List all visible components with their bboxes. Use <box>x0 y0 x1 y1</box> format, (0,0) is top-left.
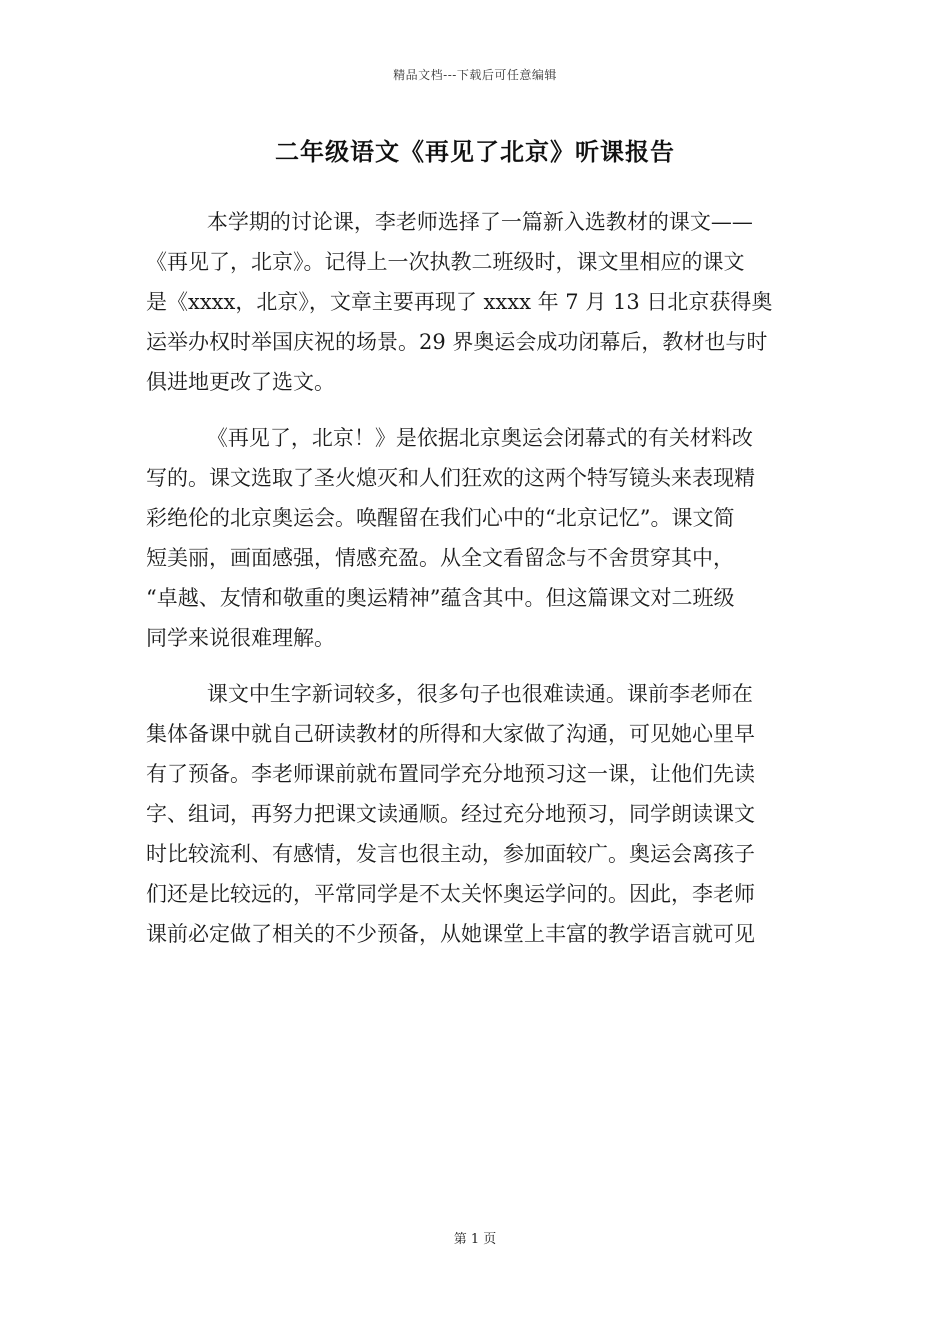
paragraph-line: 《再见了，北京》。记得上一次执教二班级时，课文里相应的课文 <box>146 250 745 274</box>
paragraph-line: 是《xxxx，北京》，文章主要再现了 xxxx 年 7 月 13 日北京获得奥 <box>146 290 773 314</box>
paragraph-line: 集体备课中就自己研读教材的所得和大家做了沟通，可见她心里早 <box>146 722 755 746</box>
paragraph-line: 俱进地更改了选文。 <box>146 370 335 394</box>
paragraph-line: 字、组词，再努力把课文读通顺。经过充分地预习，同学朗读课文 <box>146 802 755 826</box>
paragraph-line: “卓越、友情和敬重的奥运精神”蕴含其中。但这篇课文对二班级 <box>146 586 735 610</box>
paragraph-line: 有了预备。李老师课前就布置同学充分地预习这一课，让他们先读 <box>146 762 755 786</box>
paragraph-1 <box>146 202 804 402</box>
paragraph-line: 运举办权时举国庆祝的场景。29 界奥运会成功闭幕后，教材也与时 <box>146 330 768 354</box>
paragraph-gap <box>146 658 804 674</box>
paragraph-line: 《再见了，北京！》是依据北京奥运会闭幕式的有关材料改 <box>206 426 753 450</box>
paragraph-gap <box>146 402 804 418</box>
paragraph-line: 时比较流利、有感情，发言也很主动，参加面较广。奥运会离孩子 <box>146 842 755 866</box>
paragraph-line: 写的。课文选取了圣火熄灭和人们狂欢的这两个特写镜头来表现精 <box>146 466 755 490</box>
paragraph-line: 彩绝伦的北京奥运会。唤醒留在我们心中的“北京记忆”。课文简 <box>146 506 735 530</box>
document-body <box>146 202 804 954</box>
paragraph-line: 本学期的讨论课，李老师选择了一篇新入选教材的课文—— <box>206 210 753 234</box>
paragraph-2 <box>146 418 804 658</box>
paragraph-line: 课文中生字新词较多，很多句子也很难读通。课前李老师在 <box>206 682 753 706</box>
paragraph-3 <box>146 674 804 954</box>
paragraph-line: 们还是比较远的，平常同学是不太关怀奥运学问的。因此，李老师 <box>146 882 755 906</box>
paragraph-line: 课前必定做了相关的不少预备，从她课堂上丰富的教学语言就可见 <box>146 922 755 946</box>
page-number: 第 1 页 <box>453 1232 497 1247</box>
paragraph-line: 同学来说很难理解。 <box>146 626 335 650</box>
paragraph-line: 短美丽，画面感强，情感充盈。从全文看留念与不舍贯穿其中， <box>146 546 734 570</box>
header-note: 精品文档---下载后可任意编辑 <box>393 68 557 82</box>
document-title: 二年级语文《再见了北京》听课报告 <box>275 137 675 166</box>
